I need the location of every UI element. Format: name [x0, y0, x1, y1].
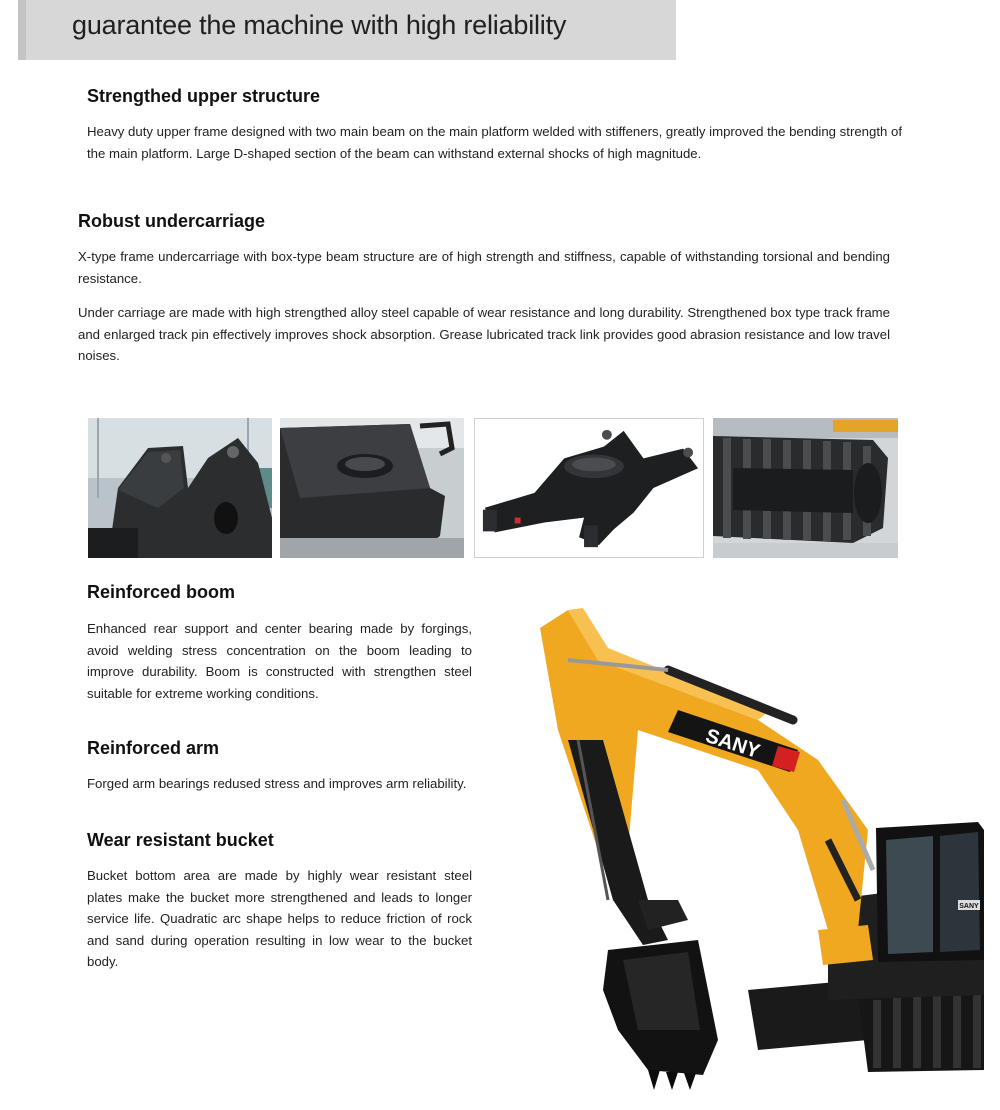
section-title-bucket: Wear resistant bucket [87, 830, 274, 850]
section-title-upper-structure: Strengthed upper structure [87, 86, 321, 106]
section-title-undercarriage: Robust undercarriage [78, 211, 266, 231]
section-title-arm: Reinforced arm [87, 738, 220, 758]
paragraph-upper-structure: Heavy duty upper frame designed with two main beam on the main platform welded with stiffeners, greatly improved the bending strength of the main platform. Large D-shaped section of the beam can withstand external shocks of high magnitude. [87, 124, 902, 161]
paragraph-bucket: Bucket bottom area are made by highly wear resistant steel plates make the bucket more strengthened and leads to longer service life. Quadratic arc shape helps to reduce friction of rock and sand during operation resulting in low wear to the bucket body. [87, 868, 472, 969]
paragraph-undercarriage-2: Under carriage are made with high strengthed alloy steel capable of wear resistance and long durability. Strengthened box type track frame and enlarged track pin effectively improves shock absorption. Grease lubricated track link provides good abrasion resistance and low travel noises. [78, 305, 890, 363]
header-banner [18, 0, 676, 60]
photo-upper-frame [88, 418, 272, 558]
page-title: guarantee the machine with high reliability [72, 10, 567, 40]
paragraph-boom: Enhanced rear support and center bearing made by forgings, avoid welding stress concentration on the boom leading to improve durability. Boom is constructed with strengthen steel suitable for extreme working conditions. [87, 621, 472, 701]
photo-track-frame [713, 418, 898, 558]
paragraph-arm: Forged arm bearings redused stress and improves arm reliability. [87, 776, 467, 791]
cab-badge: SANY [959, 903, 979, 910]
photo-x-frame [474, 418, 704, 558]
photo-main-platform [280, 418, 464, 558]
excavator-illustration [528, 600, 984, 1092]
paragraph-undercarriage-1: X-type frame undercarriage with box-type beam structure are of high strength and stiffness, capable of withstanding torsional and bending resistance. [78, 249, 890, 286]
boom-brand-logo: SANY [702, 724, 763, 763]
section-title-boom: Reinforced boom [87, 582, 236, 602]
